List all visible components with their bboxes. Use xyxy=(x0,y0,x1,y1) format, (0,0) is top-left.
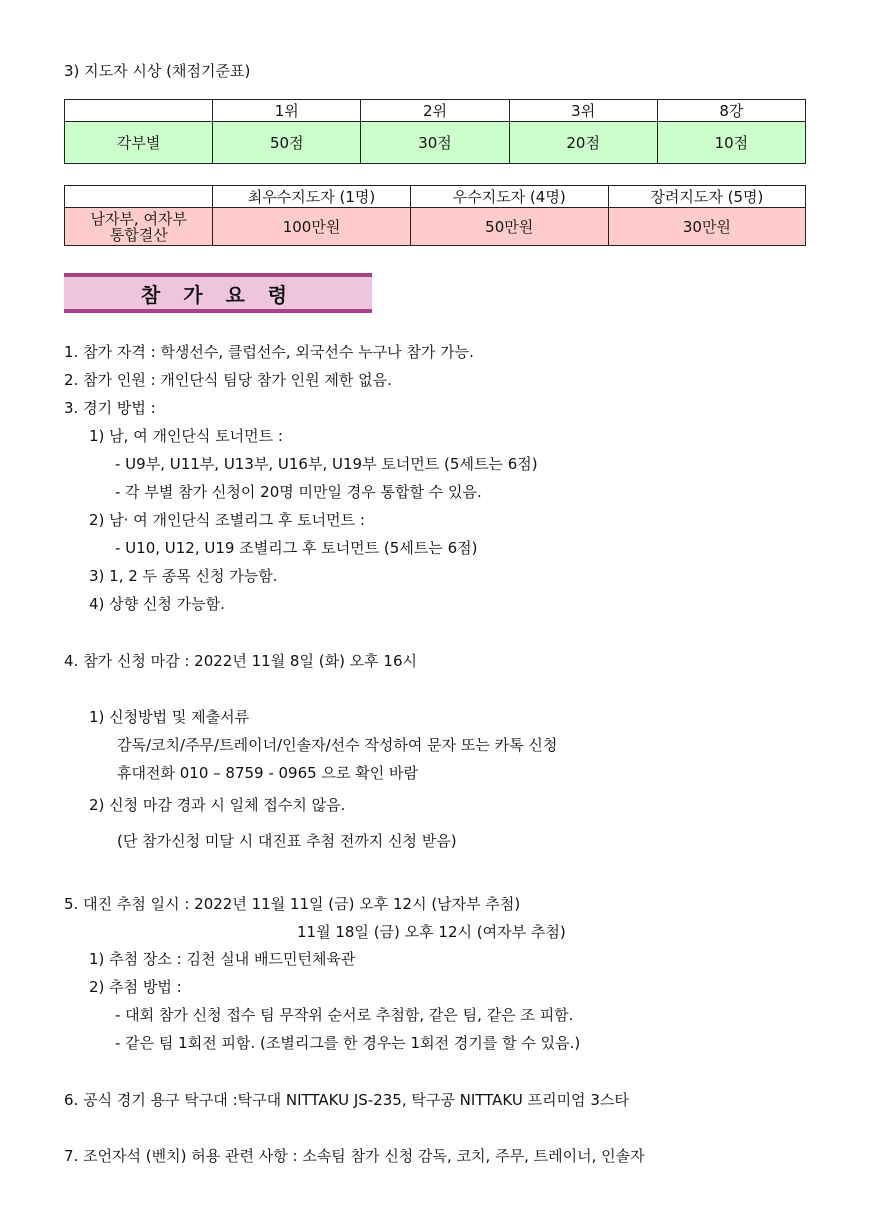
guide-line: 6. 공식 경기 용구 탁구대 :탁구대 NITTAKU JS-235, 탁구공 NITTAKU 프리미엄 3스타 xyxy=(64,1091,629,1109)
participation-guide-banner xyxy=(64,273,372,313)
guide-line: - 대회 참가 신청 접수 팀 무작위 순서로 추첨함, 같은 팀, 같은 조 피함. xyxy=(115,1006,574,1024)
table1-header-top8: 8강 xyxy=(657,100,805,122)
table2-value-excellent: 50만원 xyxy=(410,208,608,246)
guide-line: 11월 18일 (금) 오후 12시 (여자부 추첨) xyxy=(297,923,566,941)
table2-header-encouragement: 장려지도자 (5명) xyxy=(608,186,805,208)
guide-line: - 같은 팀 1회전 피함. (조별리그를 한 경우는 1회전 경기를 할 수 있음.) xyxy=(115,1034,581,1052)
table1-value-3rd: 20점 xyxy=(509,122,657,164)
award-score-table xyxy=(64,99,806,164)
section-title: 3) 지도자 시상 (채점기준표) xyxy=(64,62,251,80)
guide-line: 1) 추첨 장소 : 김천 실내 배드민턴체육관 xyxy=(89,950,356,968)
table1-row-label: 각부별 xyxy=(65,122,213,164)
table1-header-3rd: 3위 xyxy=(509,100,657,122)
table1-header-1st: 1위 xyxy=(213,100,361,122)
guide-line: 2) 신청 마감 경과 시 일체 접수치 않음. xyxy=(89,796,346,814)
guide-line: 4. 참가 신청 마감 : 2022년 11월 8일 (화) 오후 16시 xyxy=(64,652,418,670)
table2-header-excellent: 우수지도자 (4명) xyxy=(410,186,608,208)
table1-value-2nd: 30점 xyxy=(361,122,509,164)
guide-line: 휴대전화 010 – 8759 - 0965 으로 확인 바람 xyxy=(117,764,418,782)
guide-line: 2) 남· 여 개인단식 조별리그 후 토너먼트 : xyxy=(89,511,365,529)
table1-header-blank xyxy=(65,100,213,122)
table2-row-label-line1: 남자부, 여자부 xyxy=(90,209,187,228)
guide-line: - U10, U12, U19 조별리그 후 토너먼트 (5세트는 6점) xyxy=(115,539,478,557)
guide-line: 3) 1, 2 두 종목 신청 가능함. xyxy=(89,567,278,585)
guide-line: - 각 부별 참가 신청이 20명 미만일 경우 통합할 수 있음. xyxy=(115,483,482,501)
table2-row-label xyxy=(65,208,213,246)
table2-header-blank xyxy=(65,186,213,208)
guide-line: 7. 조언자석 (벤치) 허용 관련 사항 : 소속팀 참가 신청 감독, 코치, 주무, 트레이너, 인솔자 xyxy=(64,1147,645,1165)
guide-line: 4) 상향 신청 가능함. xyxy=(89,595,225,613)
guide-line: 1) 신청방법 및 제출서류 xyxy=(89,708,250,726)
guide-line: (단 참가신청 미달 시 대진표 추첨 전까지 신청 받음) xyxy=(117,832,457,850)
guide-line: 감독/코치/주무/트레이너/인솔자/선수 작성하여 문자 또는 카톡 신청 xyxy=(117,736,558,754)
guide-line: 1) 남, 여 개인단식 토너먼트 : xyxy=(89,427,283,445)
table2-value-best: 100만원 xyxy=(213,208,410,246)
guide-line: 2. 참가 인원 : 개인단식 팀당 참가 인원 제한 없음. xyxy=(64,371,392,389)
guide-line: 5. 대진 추첨 일시 : 2022년 11월 11일 (금) 오후 12시 (남자부 추첨) xyxy=(64,895,521,913)
table2-value-encouragement: 30만원 xyxy=(608,208,805,246)
coach-award-table xyxy=(64,185,806,246)
guide-line: 1. 참가 자격 : 학생선수, 클럽선수, 외국선수 누구나 참가 가능. xyxy=(64,343,474,361)
table1-header-2nd: 2위 xyxy=(361,100,509,122)
guide-line: - U9부, U11부, U13부, U16부, U19부 토너먼트 (5세트는 6점) xyxy=(115,455,538,473)
banner-title: 참 가 요 령 xyxy=(140,282,296,307)
table1-value-1st: 50점 xyxy=(213,122,361,164)
table2-row-label-line2: 통합결산 xyxy=(109,225,168,244)
guide-line: 2) 추첨 방법 : xyxy=(89,978,182,996)
table2-header-best: 최우수지도자 (1명) xyxy=(213,186,410,208)
guide-line: 3. 경기 방법 : xyxy=(64,399,156,417)
table1-value-top8: 10점 xyxy=(657,122,805,164)
